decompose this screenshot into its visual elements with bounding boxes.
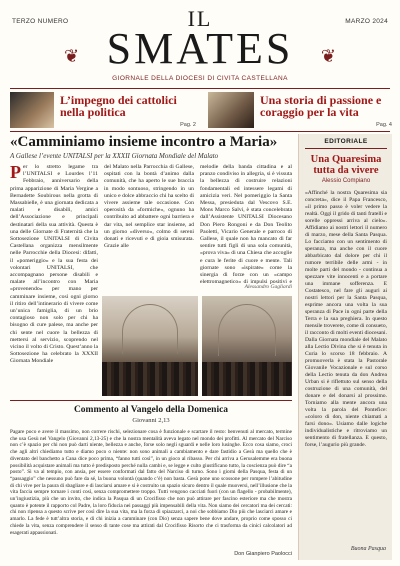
newspaper-subtitle: GIORNALE DELLA DIOCESI DI CIVITA CASTELLANA [112,75,288,82]
article-column-3: melodie della banda cittadina e al pranzo condiviso in allegria, si è vissuta la bellezza di costruire relazioni fondamentali ed intessere legami di amicizia veri. Nel pomeriggio la Santa Messa, presieduta dal Vescovo S.E. Mons Marco Salvi, è stata concelebrata dall’Assistente UNITALSI Diocesano Don Piero Rongoni e da Don Teolito Paoletti, Vicario Generale e parroco di Gallese, il quale non ha mancato di far sentire tutti figli di una sola comunità, «prova viva» di una Chiesa che accoglie e cura le ferite di cuore e mente. Tali giornate sono «ispirate» come la sinergia di forze con un «campo elettromagnetico» di impulsi positivi e [200,164,292,284]
main-headline: «Camminiamo insieme incontro a Maria» [10,134,278,150]
masthead-divider [10,88,390,89]
editorial-signoff: Buona Pasqua [350,546,386,552]
teaser-title: L’impegno dei cattolici nella politica [60,93,177,119]
article-author: Alessandro Gagliardi [244,284,292,290]
gospel-title: Commento al Vangelo della Domenica [73,405,229,415]
teaser-politics[interactable] [10,92,200,128]
editorial-title: Una Quaresima tutta da vivere [310,154,382,176]
church-arch [122,304,178,354]
church-arch [218,304,276,356]
masthead-il: IL [187,6,213,31]
teaser-divider [10,131,390,132]
church-photo-1 [102,296,198,396]
issue-number: TERZO NUMERO [12,18,69,25]
editorial-divider [305,148,387,149]
gospel-reference: Giovanni 2,13 [132,417,170,424]
editorial-body: «Affinché la nostra Quaresima sia concreta», dice il Papa Francesco, «il primo passo è voler vedere la realtà. Oggi il grido di tanti fratelli e sorelle oppressi arriva al cielo». Affidiamo ai nostri lettori il numero di marzo, mese della Santa Pasqua. Lo facciamo con un sentimento di speranza, ma anche con il cuore abbarbicato dal dolore per chi il rumore terribile delle armi - in molte parti del mondo - continua a spezzare vite innocenti e a portare una immane sofferenza. E Costatesco, nel fare gli auguri ai nostri lettori per la Santa Pasqua, esprime ancora una volta la sua speranza di Pace in ogni parte della Terra e la sua preghiera. In questo mensile troverete, come di consueto, il racconto di molti eventi diocesani. Dalla Giornata mondiale del Malato alla Lectio Divina che si è tenuta in Curia lo scorso 18 febbraio. A promuoverla è stata la Pastorale Giovanile Vocazionale e sul corso della Lectio tenuta da don Andrea Urban si è riflettuto sul senso della costruzione di una comunità, del donare e del donarsi al prossimo. Torniamo alla mente ancora una volta la parola del Pontefice: «coloro di don, niente chiamati a farsi dono». Usiamo dalle logiche individualistiche e ritroviamo un sentimento di fratellanza. E questo, forse, l’augurio più grande. [305,190,387,448]
article-column-1 [10,164,98,396]
teaser-photo [208,92,254,128]
article-column-2: del Malato nella Parrocchia di Gallese, ospitati con la bontà d’animo dalla comunità, che ha aperto le sue braccia in modo sontuoso, stringendo in un unico e dolce abbraccio chi ha scelto di vivere assieme tale occasione. Con operosità da «formiche», ognuno ha contribuito ad abbattere ogni barriera e dar vita, nel semplice star insieme, ad un giorno «diverso», colmo di sereni donati e ricevuti e di gioia smisurata. Grazie alle [104,164,194,250]
article-text: er lo stretto legame tra l’UNITALSI e Lourdes l’11 Febbraio, anniversario della prima apparizione di Maria Vergine a Bernadette Soubirous nella grotta di Massabielle, è una giornata dedicata a malati e disabili, amici dell’Associazione e principali destinatari della sua attività. Questa è una delle Giornate di Fraternità che la Sottosezione UNITALSI di Civita Castellana organizza mensilmente nelle Parrocchie della Diocesi: difatti, il «pomeriggio» e la sua festa dei volontari UNITALSI, che accompagnano persone disabili e malate all’incontro con Maria «provenendo» per mano per camminare insieme, così ogni giorno il ritiro dell’intinerario di vivere come un’unica famiglia, di un brio contagioso non solo per chi ha bisogno di cure palese, ma anche per chi sente nel cuore la bellezza di mettersi al servizio, scoprendo nel vicino il volto di Cristo. Quest’anno la Sottosezione ha celebrato la XXXII Giornata Mondiale [10,164,98,365]
teaser-title: Una storia di passione e coraggio per la vita [260,93,382,119]
teaser-photo [10,92,54,128]
drop-cap: P [10,164,21,182]
newspaper-title: SMATES [106,24,294,73]
teaser-life-story[interactable] [208,92,394,128]
ornament-left-icon: ❦ [64,46,80,66]
ornament-right-icon: ❦ [320,46,336,66]
church-photo-2 [202,296,292,396]
editorial-author: Alessio Compiano [321,178,371,184]
gospel-commentary [10,400,292,560]
gospel-body: Pagare poco e avere il massimo, non correre rischi, selezionare cosa è funzionale e scartare il resto: benvenuti al mercato, termine che usa Gesù nel Vangelo (Giovanni 2,13-25) e che la nostra mentalità aveva legato nel mondo dei profitti. Al mercato del Narciso non c’è spazio per chi non può darti niente, bellezza e anche, forse solo negli sguardi e nelle loro lusinghe. Ecco cosa siamo, croci che agli altri chiediamo tutto e diamo poco o niente: non sono animali a cambiamento e dare fastidio a Gesù ma quello che è diventato del banchetto a Cana dice poco prima, “fanno tutti così”, in un gioco al ribasso. Per chi arriva a Gerusalemme era buona possibilità acquistare animali ma tutto è predisposto perché nulla cambi e, se legge e culto giustificano tutto, la coscienza può dire “a posto”. Si va al tempio, con ansia, per essere conformati dal fatto del Narciso di turno. Sono i giorni della Pasqua, festa di un “passaggio” che nessuno può fare da sé, la buona volontà (quando c’è) non basta. Gesù pone uno scossone per rompere l’abitudine di chi vive per la paura di sbagliare e di lasciarsi amare e si è costruito un spazio sicuro dentro il quale muoversi, nell’illusione che la vita faccia sempre tornare i conti così, senza compromettere troppo. Tutti vengono cacciati fuori (con un flagello - probabilmente), un’ingiustizia, più che un invito, che indica la Pasqua di un Crocifisso che non può attirare per fascino esteriore ma che mostra quanto è potente il rapporto col Padre, la loro fiducia nei passaggi più impensabili della vita. Non siamo dei cercatori ma dei cercati: chi non ripensa a questo scrive per così dire la sua vita, ma la forza di spiazzarci, a noi che sobbiamo Dio più che lasciarci amare e amarlo. La fede è tutt’altra storia, e di chi inizia a camminare (con Dio) senza sapere bene dove andare, proprio come sposso ci chiede la vita, senza comprendere il senso di tante cose ma attirati dal Crocifisso Risorto che ci trasforma da cinici calcolatori ad esagerati appassionati. [10,429,292,536]
masthead [0,0,400,88]
teaser-page: Pag. 4 [376,122,392,128]
issue-date: MARZO 2024 [345,18,388,25]
crowd [102,362,198,396]
gospel-author: Don Gianpiero Paolocci [234,551,292,557]
crowd [202,362,292,396]
editorial-label: EDITORIALE [324,138,368,145]
main-subhead: A Gallese l’evente UNITALSI per la XXXII Giornata Mondiale del Malato [10,152,219,160]
editorial-sidebar [298,134,392,560]
teaser-page: Pag. 2 [180,122,196,128]
